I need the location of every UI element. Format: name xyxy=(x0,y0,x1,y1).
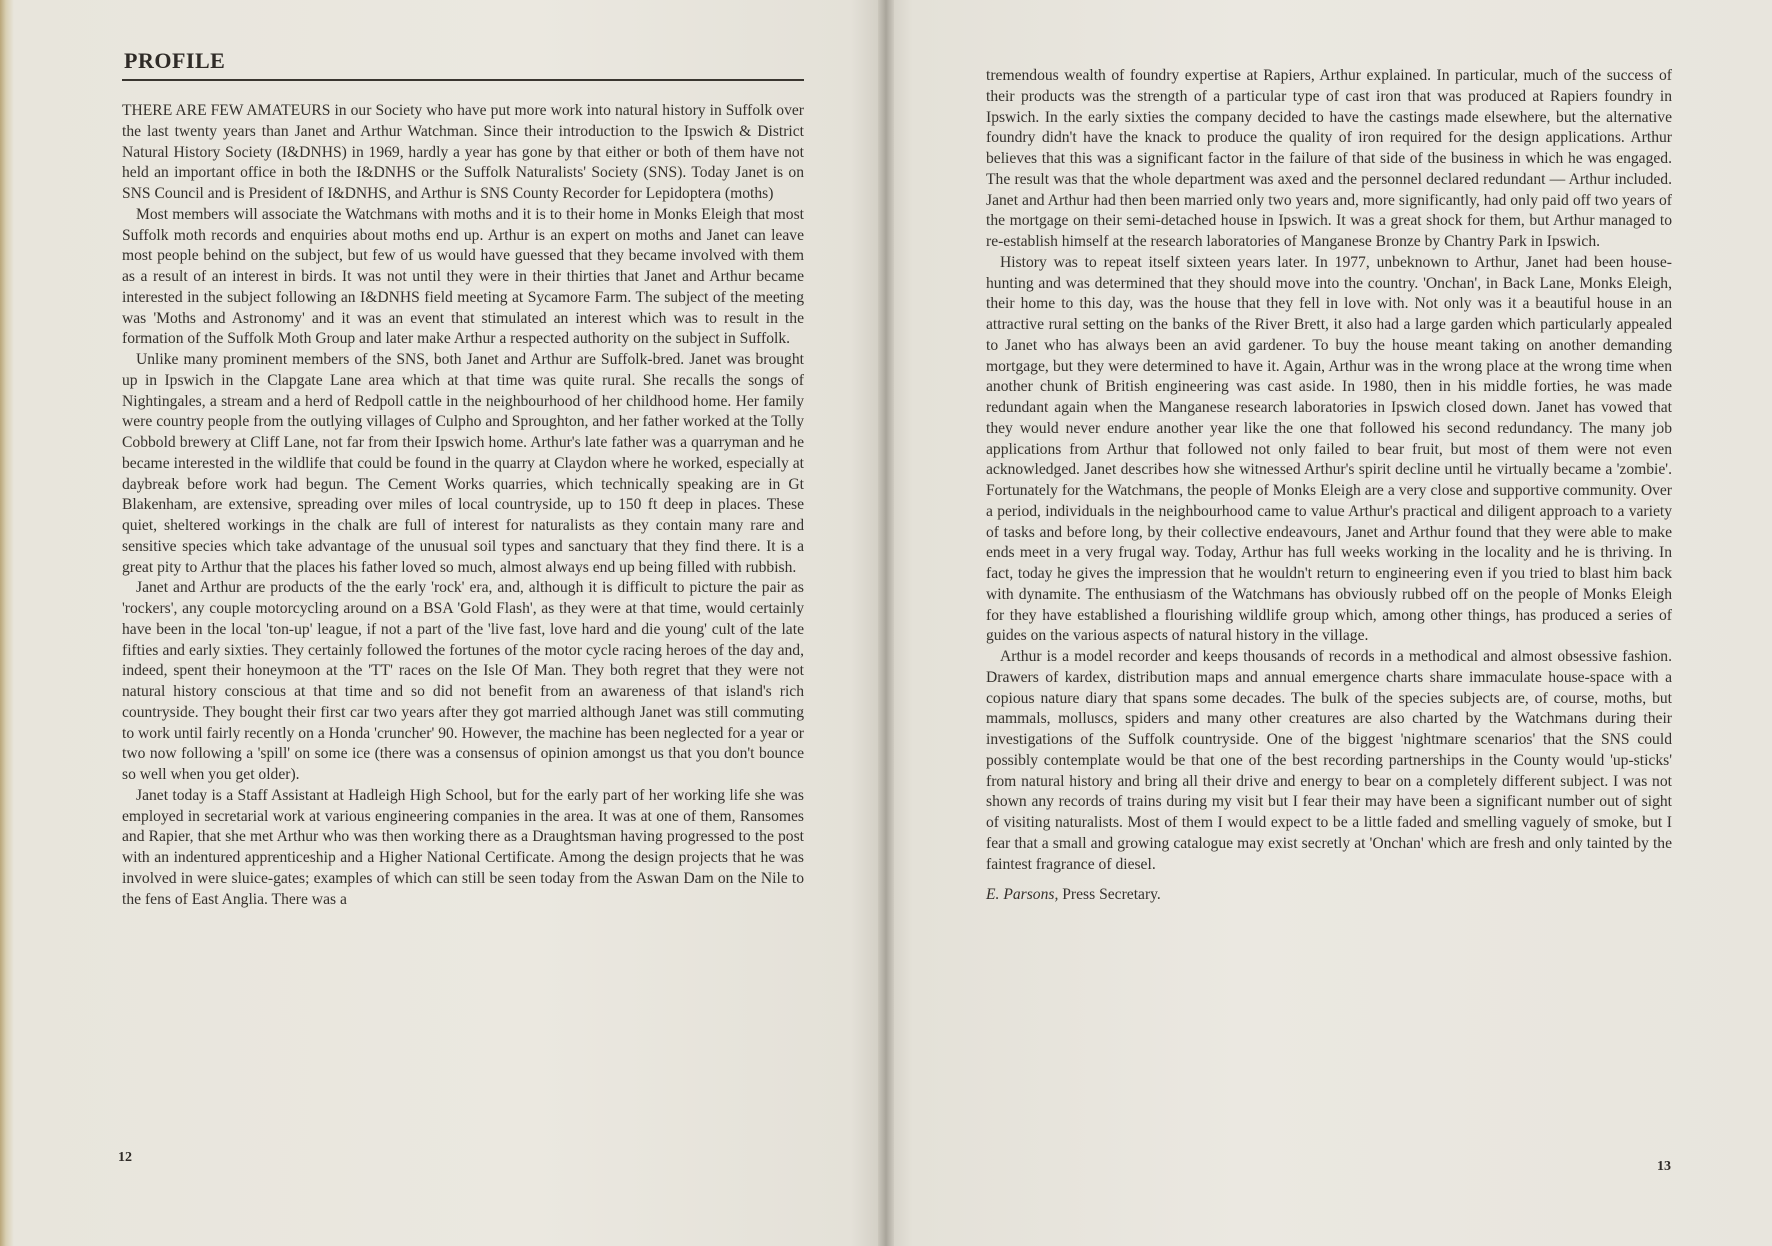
paragraph: History was to repeat itself sixteen years later. In 1977, unbeknown to Arthur, Janet had been house-hunting and was determined that they should move into the country. 'Onchan', in Back Lane, Monks Eleigh, their home to this day, was the house that they fell in love with. Not only was it a beautiful house in an attractive rural setting on the banks of the River Brett, it also had a large garden which particularly appealed to Janet who has always been an avid gardener. To buy the house meant taking on another demanding mortgage, but they were determined to have it. Again, Arthur was in the wrong place at the wrong time when another chunk of British engineering was cast aside. In 1980, then in his middle forties, he was made redundant again when the Manganese research laboratories in Ipswich closed down. Janet has vowed that they would never endure another year like the one that followed his second redundancy. The many job applications from Arthur that followed not only failed to bear fruit, but most of them were not even acknowledged. Janet describes how she witnessed Arthur's spirit decline until he virtually became a 'zombie'. Fortunately for the Watchmans, the people of Monks Eleigh are a very close and supportive community. Over a period, individuals in the neighbourhood came to value Arthur's practical and diligent approach to a variety of tasks and before long, by their collective endeavours, Janet and Arthur found that they were able to make ends meet in a very frugal way. Today, Arthur has full weeks working in the locality and he is thriving. In fact, today he gives the impression that he wouldn't return to engineering even if you tried to blast him back with dynamite. The enthusiasm of the Watchmans has obviously rubbed off on the people of Monks Eleigh for they have established a flourishing wildlife group which, among other things, has produced a series of guides on the various aspects of natural history in the village. xyxy=(986,253,1672,645)
right-page xyxy=(886,0,1772,1246)
paragraph: tremendous wealth of foundry expertise at Rapiers, Arthur explained. In particular, much of the success of their products was the strength of a particular type of cast iron that was produced at Rapiers foundry in Ipswich. In the early sixties the company decided to have the castings made elsewhere, but the alternative foundry didn't have the knack to produce the quality of iron required for the design applications. Arthur believes that this was a significant factor in the failure of that side of the business in which he was engaged. The result was that the whole department was axed and the personnel declared redundant — Arthur included. Janet and Arthur had then been married only two years and, more significantly, had only paid off two years of the mortgage on their semi-detached house in Ipswich. It was a great shock for them, but Arthur managed to re-establish himself at the research laboratories of Manganese Bronze by Chantry Park in Ipswich. xyxy=(986,67,1672,250)
right-text-column xyxy=(986,66,1672,906)
paragraph: Unlike many prominent members of the SNS, both Janet and Arthur are Suffolk-bred. Janet was brought up in Ipswich in the Clapgate Lane area which at that time was quite rural. She recalls the songs of Nightingales, a stream and a herd of Redpoll cattle in the neighbourhood of her childhood home. Her family were country people from the outlying villages of Culpho and Sproughton, and her father worked at the Tolly Cobbold brewery at Cliff Lane, not far from their Ipswich home. Arthur's late father was a quarryman and he became interested in the wildlife that could be found in the quarry at Claydon where he worked, especially at daybreak before work had begun. The Cement Works quarries, which technically speaking are in Gt Blakenham, are extensive, spreading over miles of local countryside, up to 150 ft deep in places. These quiet, sheltered workings in the chalk are full of interest for naturalists as they contain many rare and sensitive species which take advantage of the unusual soil types and sanctuary that they find there. It is a great pity to Arthur that the places his father loved so much, almost always end up being filled with rubbish. xyxy=(122,351,804,576)
paragraph: Janet and Arthur are products of the the early 'rock' era, and, although it is difficult to picture the pair as 'rockers', any couple motorcycling around on a BSA 'Gold Flash', as they were at that time, would certainly have been in the local 'ton-up' league, if not a part of the 'live fast, love hard and die young' cult of the late fifties and early sixties. They certainly followed the fortunes of the motor cycle racing heroes of the day and, indeed, spent their honeymoon at the 'TT' races on the Isle Of Man. They both regret that they were not natural history conscious at that time and so did not benefit from an awareness of that island's rich countryside. They bought their first car two years after they got married although Janet was still commuting to work until fairly recently on a Honda 'cruncher' 90. However, the machine has been neglected for a year or two now following a 'spill' on some ice (there was a consensus of opinion amongst us that you don't bounce so well when you get older). xyxy=(122,579,804,783)
section-heading: PROFILE xyxy=(124,48,226,73)
paragraph: THERE ARE FEW AMATEURS in our Society who have put more work into natural history in Suffolk over the last twenty years than Janet and Arthur Watchman. Since their introduction to the Ipswich & District Natural History Society (I&DNHS) in 1969, hardly a year has gone by that either or both of them have not held an important office in both the I&DNHS or the Suffolk Naturalists' Society (SNS). Today Janet is on SNS Council and is President of I&DNHS, and Arthur is SNS County Recorder for Lepidoptera (moths) xyxy=(122,102,804,202)
author-signature xyxy=(986,885,1672,906)
page-number: 12 xyxy=(118,1150,132,1165)
page-number: 13 xyxy=(1657,1159,1671,1174)
left-text-column xyxy=(122,101,804,910)
heading-rule xyxy=(122,79,804,81)
paragraph: Arthur is a model recorder and keeps thousands of records in a methodical and almost obsessive fashion. Drawers of kardex, distribution maps and annual emergence charts share immaculate house-space with a copious nature diary that spans some decades. The bulk of the species subjects are, of course, moths, but mammals, molluscs, spiders and many other creatures are also charted by the Watchmans during their investigations of the Suffolk countryside. One of the biggest 'nightmare scenarios' that the SNS could possibly contemplate would be that one of the best recording partnerships in the County would 'up-sticks' from natural history and bring all their drive and energy to bear on a completely different subject. I was not shown any records of trains during my visit but I fear their may have been a significant number out of sight of visiting naturalists. Most of them I would expect to be a little faded and smelling vaguely of smoke, but I fear that a small and growing catalogue may exist secretly at 'Onchan' which are fresh and only tainted by the faintest fragrance of diesel. xyxy=(986,648,1672,873)
paragraph: Janet today is a Staff Assistant at Hadleigh High School, but for the early part of her working life she was employed in secretarial work at various engineering companies in the area. It was at one of them, Ransomes and Rapier, that she met Arthur who was then working there as a Draughtsman having progressed to the post with an indentured apprenticeship and a Higher National Certificate. Among the design projects that he was involved in were sluice-gates; examples of which can still be seen today from the Aswan Dam on the Nile to the fens of East Anglia. There was a xyxy=(122,786,804,908)
paragraph: Most members will associate the Watchmans with moths and it is to their home in Monks Eleigh that most Suffolk moth records and enquiries about moths end up. Arthur is an expert on moths and Janet can leave most people behind on the subject, but few of us would have guessed that they became involved with them as a result of an interest in birds. It was not until they were in their thirties that Janet and Arthur became interested in the subject following an I&DNHS field meeting at Sycamore Farm. The subject of the meeting was 'Moths and Astronomy' and it was an event that stimulated an interest which was to result in the formation of the Suffolk Moth Group and later make Arthur a respected authority on the subject in Suffolk. xyxy=(122,205,804,348)
book-gutter xyxy=(878,0,894,1246)
author-title: Press Secretary. xyxy=(1058,886,1161,904)
author-name: E. Parsons, xyxy=(986,886,1059,904)
